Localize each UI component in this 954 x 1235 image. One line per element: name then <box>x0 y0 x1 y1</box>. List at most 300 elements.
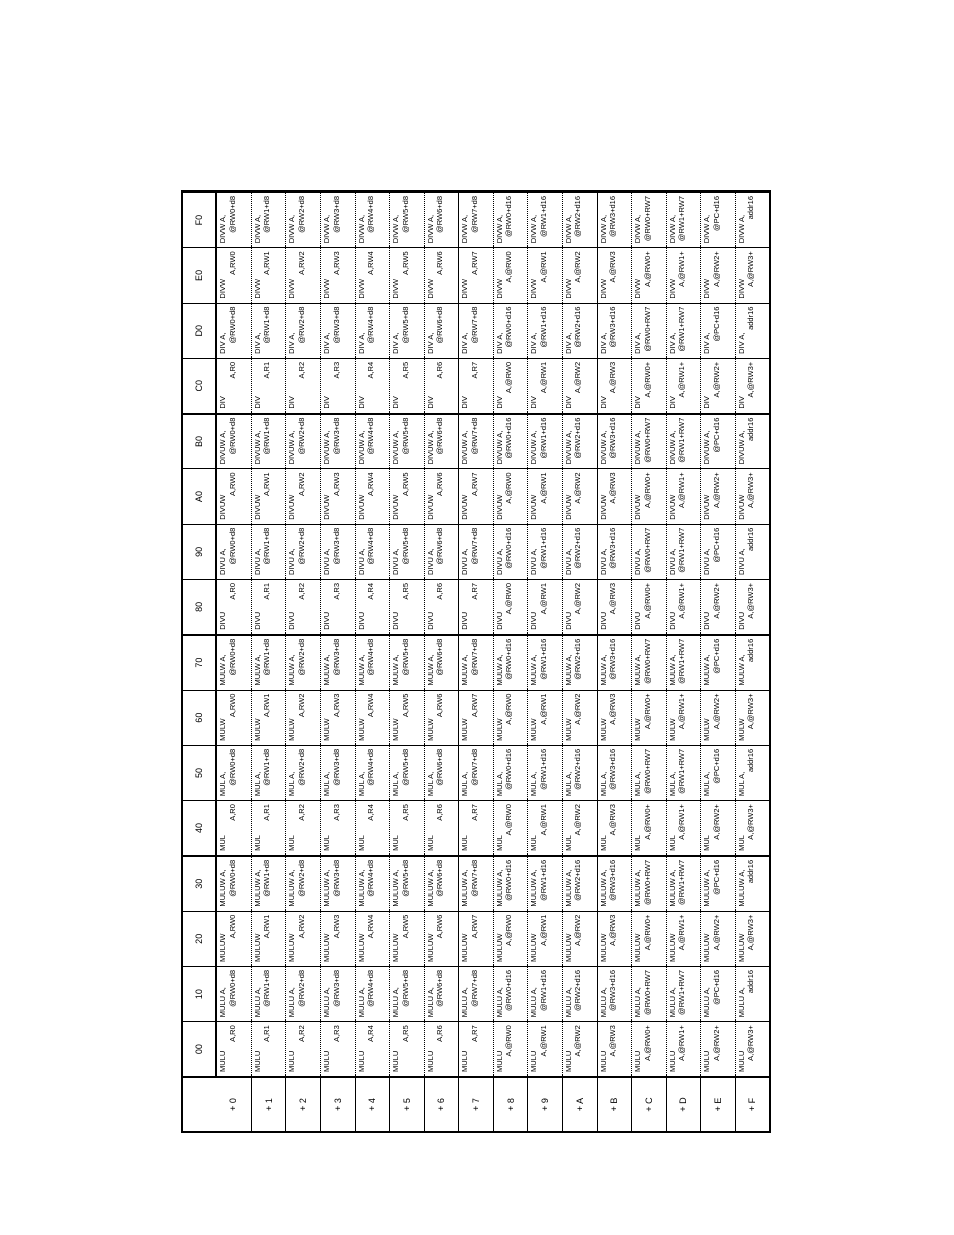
mnemonic: MUL <box>218 835 227 851</box>
column-header: 30 <box>183 856 216 911</box>
mnemonic: DIVW <box>322 278 331 299</box>
opcode-cell <box>424 911 459 966</box>
opcode-cell <box>216 635 251 690</box>
mnemonic: DIV A, <box>494 332 504 354</box>
operand: A,R6 <box>435 361 445 379</box>
mnemonic: DIV <box>287 396 297 409</box>
mnemonic: DIV <box>425 396 435 409</box>
mnemonic: DIVU A, <box>425 548 435 575</box>
opcode-cell <box>216 248 251 303</box>
mnemonic: DIV <box>667 396 677 409</box>
mnemonic: MULU A, <box>218 987 227 1018</box>
operand: A,@RW3+ <box>746 804 756 840</box>
operand: @RW0+RW7 <box>642 859 652 905</box>
opcode-cell <box>632 801 667 856</box>
operand: @PC+d16 <box>711 196 721 231</box>
opcode-cell <box>597 303 632 358</box>
mnemonic: DIVW A, <box>529 214 539 244</box>
mnemonic: MULUW <box>494 933 504 962</box>
operand: A,R6 <box>435 582 445 600</box>
mnemonic: DIVW <box>252 278 262 299</box>
opcode-cell <box>216 856 251 911</box>
opcode-cell <box>459 745 494 800</box>
mnemonic: DIVUW A, <box>252 430 262 465</box>
mnemonic: DIVW <box>425 278 435 299</box>
mnemonic: DIV <box>494 396 504 409</box>
opcode-cell <box>493 745 528 800</box>
opcode-cell <box>251 801 286 856</box>
opcode-cell <box>286 745 321 800</box>
operand: A,RW1 <box>262 472 272 497</box>
operand: @RW4+d8 <box>366 969 376 1007</box>
operand: A,@RW2 <box>573 582 583 615</box>
operand: @RW7+d8 <box>469 196 479 233</box>
opcode-cell <box>355 966 390 1021</box>
opcode-cell <box>666 193 701 248</box>
mnemonic: MUL A, <box>667 771 677 797</box>
opcode-cell <box>597 358 632 413</box>
opcode-cell <box>286 193 321 248</box>
opcode-cell <box>390 911 425 966</box>
operand: A,@RW1 <box>538 693 548 725</box>
operand: A,RW1 <box>262 693 272 718</box>
opcode-cell <box>251 856 286 911</box>
mnemonic: DIV A, <box>702 332 712 354</box>
opcode-cell <box>216 358 251 413</box>
operand: @RW5+d8 <box>400 417 410 455</box>
mnemonic: DIVW A, <box>356 214 366 244</box>
mnemonic: MULW <box>460 718 470 741</box>
mnemonic: MULU A, <box>391 987 401 1018</box>
operand: @RW3+d16 <box>608 306 617 348</box>
opcode-cell <box>562 856 597 911</box>
mnemonic: MULU <box>322 1050 331 1072</box>
operand: A,@RW0 <box>504 472 514 504</box>
opcode-cell <box>390 524 425 579</box>
opcode-cell <box>735 193 769 248</box>
mnemonic: DIVUW <box>736 494 746 520</box>
opcode-cell <box>286 579 321 634</box>
operand: A,RW0 <box>227 251 237 275</box>
mnemonic: DIVW <box>356 278 366 299</box>
opcode-cell <box>562 303 597 358</box>
opcode-cell <box>597 248 632 303</box>
opcode-cell <box>424 358 459 413</box>
opcode-cell <box>390 414 425 469</box>
opcode-cell <box>632 856 667 911</box>
operand: @RW1+d16 <box>538 527 548 569</box>
mnemonic: DIVU A, <box>494 548 504 575</box>
opcode-cell <box>424 801 459 856</box>
mnemonic: DIV A, <box>425 332 435 354</box>
opcode-cell <box>321 248 356 303</box>
opcode-cell <box>355 690 390 745</box>
operand: A,@RW2 <box>573 361 583 394</box>
opcode-cell <box>701 524 736 579</box>
operand: addr16 <box>746 638 756 663</box>
operand: @RW1+d8 <box>262 969 272 1007</box>
opcode-cell <box>424 469 459 524</box>
opcode-cell <box>424 856 459 911</box>
opcode-cell <box>390 856 425 911</box>
mnemonic: DIV A, <box>529 332 539 354</box>
opcode-cell <box>597 414 632 469</box>
operand: A,@RW1+ <box>677 1025 687 1061</box>
operand: addr16 <box>746 969 756 994</box>
opcode-cell <box>666 1022 701 1077</box>
operand: A,RW3 <box>331 251 341 275</box>
column-header: 80 <box>183 579 216 634</box>
mnemonic: DIVU <box>218 611 227 630</box>
opcode-cell <box>493 690 528 745</box>
operand: A,@RW3+ <box>746 693 756 730</box>
mnemonic: MULU <box>494 1050 504 1072</box>
mnemonic: MULW <box>322 718 331 741</box>
opcode-cell <box>216 745 251 800</box>
mnemonic: MULW <box>563 718 573 741</box>
mnemonic: MUL A, <box>287 771 297 797</box>
opcode-cell <box>286 248 321 303</box>
mnemonic: MULU <box>563 1050 573 1072</box>
operand: A,@RW3+ <box>746 582 756 619</box>
operand: @RW0+d16 <box>504 748 514 790</box>
mnemonic: MUL A, <box>736 771 746 797</box>
mnemonic: MUL <box>494 835 504 851</box>
operand: @RW3+d16 <box>608 859 617 901</box>
opcode-cell <box>355 579 390 634</box>
mnemonic: MULU <box>667 1050 677 1072</box>
mnemonic: MULW <box>529 718 539 741</box>
opcode-cell <box>735 1022 769 1077</box>
operand: A,@RW2 <box>573 251 583 283</box>
column-header: 50 <box>183 745 216 800</box>
opcode-row <box>459 193 494 1132</box>
mnemonic: MULU <box>218 1050 227 1072</box>
operand: @RW5+d8 <box>400 638 410 676</box>
operand: A,@RW2+ <box>711 582 721 619</box>
opcode-cell <box>251 745 286 800</box>
opcode-cell <box>562 966 597 1021</box>
mnemonic: MULW <box>494 718 504 741</box>
mnemonic: MUL A, <box>563 771 573 797</box>
mnemonic: DIVUW A, <box>563 430 573 465</box>
mnemonic: MUL <box>425 835 435 851</box>
opcode-cell <box>562 248 597 303</box>
mnemonic: MUL A, <box>252 771 262 797</box>
mnemonic: MULU A, <box>598 987 608 1018</box>
mnemonic: MULUW A, <box>563 869 573 907</box>
opcode-cell <box>321 358 356 413</box>
operand: A,@RW1 <box>538 251 548 283</box>
opcode-cell <box>251 690 286 745</box>
operand: @RW2+d8 <box>296 306 306 344</box>
mnemonic: MULW A, <box>252 654 262 686</box>
opcode-cell <box>355 801 390 856</box>
mnemonic: MULUW A, <box>736 869 746 907</box>
mnemonic: MUL <box>736 835 746 851</box>
operand: A,@RW3 <box>608 693 617 725</box>
row-header: + 0 <box>216 1077 251 1131</box>
mnemonic: DIVU A, <box>736 548 746 575</box>
opcode-cell <box>528 414 563 469</box>
opcode-cell <box>251 966 286 1021</box>
mnemonic: DIVW A, <box>218 214 227 244</box>
operand: A,R5 <box>400 1025 410 1042</box>
opcode-cell <box>493 801 528 856</box>
mnemonic: DIVU A, <box>391 548 401 575</box>
operand: @RW2+d8 <box>296 196 306 233</box>
mnemonic: DIVU <box>494 611 504 630</box>
mnemonic: DIVW <box>287 278 297 299</box>
mnemonic: DIVU <box>252 611 262 630</box>
mnemonic: MUL A, <box>598 771 608 797</box>
opcode-cell <box>493 635 528 690</box>
mnemonic: MULUW A, <box>529 869 539 907</box>
opcode-row <box>390 193 425 1132</box>
column-header: 20 <box>183 911 216 966</box>
corner-cell <box>183 1077 216 1131</box>
mnemonic: MULU A, <box>529 987 539 1018</box>
operand: A,@RW1 <box>538 804 548 836</box>
operand: @PC+d16 <box>711 638 721 674</box>
operand: A,RW7 <box>469 251 479 275</box>
mnemonic: DIVW <box>218 278 227 299</box>
mnemonic: DIVW A, <box>633 214 643 244</box>
mnemonic: MULUW A, <box>460 869 470 907</box>
operand: A,RW4 <box>366 472 376 497</box>
operand: A,@RW3 <box>608 251 617 283</box>
operand: A,RW6 <box>435 914 445 939</box>
opcode-cell <box>528 248 563 303</box>
mnemonic: MULUW <box>563 933 573 962</box>
mnemonic: MUL A, <box>425 771 435 797</box>
opcode-cell <box>321 745 356 800</box>
opcode-cell <box>251 635 286 690</box>
operand: A,RW2 <box>296 914 306 939</box>
operand: A,R0 <box>227 804 237 821</box>
row-header: + 7 <box>459 1077 494 1131</box>
opcode-cell <box>597 635 632 690</box>
mnemonic: DIVW <box>702 278 712 299</box>
mnemonic: DIVW <box>460 278 470 299</box>
mnemonic: MUL <box>633 835 643 851</box>
operand: A,R5 <box>400 804 410 821</box>
operand: @RW3+d8 <box>331 417 341 455</box>
mnemonic: DIVU <box>287 611 297 630</box>
operand: @RW0+d16 <box>504 306 514 348</box>
mnemonic: DIVU <box>425 611 435 630</box>
operand: A,RW1 <box>262 914 272 939</box>
opcode-cell <box>666 856 701 911</box>
mnemonic: MULUW <box>391 933 401 962</box>
opcode-cell <box>390 1022 425 1077</box>
operand: @RW0+RW7 <box>642 527 652 573</box>
mnemonic: DIV <box>391 396 401 409</box>
mnemonic: DIVU <box>529 611 539 630</box>
mnemonic: DIVW A, <box>425 214 435 244</box>
opcode-row <box>632 193 667 1132</box>
operand: @RW2+d8 <box>296 859 306 897</box>
opcode-cell <box>562 745 597 800</box>
column-header: F0 <box>183 193 216 248</box>
operand: @RW4+d8 <box>366 527 376 565</box>
column-header: C0 <box>183 358 216 413</box>
opcode-cell <box>493 193 528 248</box>
operand: @RW3+d16 <box>608 527 617 569</box>
opcode-cell <box>632 635 667 690</box>
operand: A,@RW3+ <box>746 251 756 287</box>
operand: A,R3 <box>331 804 341 821</box>
opcode-cell <box>390 248 425 303</box>
opcode-body <box>216 193 769 1132</box>
operand: @RW0+d8 <box>227 306 237 344</box>
opcode-cell <box>321 856 356 911</box>
row-header: + 3 <box>321 1077 356 1131</box>
operand: @RW6+d8 <box>435 196 445 233</box>
mnemonic: MULU A, <box>460 987 470 1018</box>
opcode-cell <box>424 193 459 248</box>
opcode-cell <box>597 579 632 634</box>
mnemonic: DIVW A, <box>598 214 608 244</box>
operand: @RW0+d16 <box>504 638 514 680</box>
mnemonic: MUL A, <box>356 771 366 797</box>
opcode-cell <box>355 358 390 413</box>
opcode-cell <box>286 856 321 911</box>
mnemonic: MUL <box>252 835 262 851</box>
operand: A,R6 <box>435 1025 445 1042</box>
opcode-cell <box>286 635 321 690</box>
operand: @RW3+d16 <box>608 196 617 238</box>
operand: @RW1+d8 <box>262 859 272 897</box>
operand: A,@RW0+ <box>642 251 652 287</box>
opcode-cell <box>390 690 425 745</box>
opcode-cell <box>493 358 528 413</box>
operand: @RW1+RW7 <box>677 417 687 463</box>
opcode-cell <box>493 524 528 579</box>
opcode-cell <box>321 579 356 634</box>
operand: A,@RW0 <box>504 251 514 283</box>
opcode-cell <box>493 1022 528 1077</box>
opcode-cell <box>286 690 321 745</box>
operand: A,@RW3 <box>608 361 617 394</box>
operand: @RW2+d16 <box>573 196 583 238</box>
operand: @RW3+d16 <box>608 417 617 459</box>
opcode-row <box>493 193 528 1132</box>
opcode-cell <box>528 745 563 800</box>
operand: @RW6+d8 <box>435 859 445 897</box>
operand: A,@RW0 <box>504 1025 514 1057</box>
mnemonic: DIV A, <box>633 332 643 354</box>
operand: @RW3+d8 <box>331 196 341 233</box>
operand: A,@RW1+ <box>677 693 687 730</box>
operand: @RW0+d8 <box>227 417 237 455</box>
operand: @RW2+d8 <box>296 417 306 455</box>
mnemonic: MULW A, <box>391 654 401 686</box>
mnemonic: MULW <box>736 718 746 741</box>
opcode-cell <box>390 303 425 358</box>
opcode-cell <box>562 911 597 966</box>
operand: A,R2 <box>296 804 306 821</box>
operand: @RW7+d8 <box>469 527 479 565</box>
opcode-cell <box>735 248 769 303</box>
opcode-cell <box>735 579 769 634</box>
operand: @RW1+d16 <box>538 306 548 348</box>
operand: A,RW3 <box>331 693 341 718</box>
opcode-cell <box>355 911 390 966</box>
operand: @RW7+d8 <box>469 417 479 455</box>
mnemonic: MULW A, <box>425 654 435 686</box>
operand: @RW0+d16 <box>504 417 514 459</box>
mnemonic: DIVUW <box>460 494 470 520</box>
opcode-cell <box>286 358 321 413</box>
mnemonic: MULUW A, <box>322 869 331 907</box>
mnemonic: DIVUW A, <box>633 430 643 465</box>
mnemonic: DIVW A, <box>391 214 401 244</box>
row-header: + A <box>562 1077 597 1131</box>
mnemonic: DIV A, <box>356 332 366 354</box>
opcode-row <box>666 193 701 1132</box>
operand: A,RW6 <box>435 693 445 718</box>
operand: A,@RW1 <box>538 582 548 615</box>
opcode-cell <box>216 801 251 856</box>
mnemonic: MULUW A, <box>633 869 643 907</box>
mnemonic: DIVUW A, <box>425 430 435 465</box>
opcode-cell <box>459 414 494 469</box>
operand: A,RW6 <box>435 472 445 497</box>
operand: @RW2+d16 <box>573 969 583 1011</box>
opcode-grid <box>183 192 769 1131</box>
column-header: 40 <box>183 801 216 856</box>
operand: A,R4 <box>366 804 376 821</box>
operand: @RW6+d8 <box>435 527 445 565</box>
operand: @RW3+d8 <box>331 969 341 1007</box>
mnemonic: DIVUW <box>322 494 331 520</box>
opcode-cell <box>701 358 736 413</box>
mnemonic: DIV A, <box>391 332 401 354</box>
mnemonic: DIVW A, <box>667 214 677 244</box>
mnemonic: MULW <box>425 718 435 741</box>
operand: A,R5 <box>400 582 410 600</box>
mnemonic: MULU A, <box>633 987 643 1018</box>
opcode-cell <box>597 856 632 911</box>
operand: @PC+d16 <box>711 306 721 342</box>
operand: @RW0+d8 <box>227 527 237 565</box>
operand: A,R0 <box>227 361 237 379</box>
opcode-cell <box>632 248 667 303</box>
operand: A,RW3 <box>331 914 341 939</box>
opcode-cell <box>701 414 736 469</box>
opcode-cell <box>321 801 356 856</box>
mnemonic: DIV A, <box>736 332 746 354</box>
operand: A,RW0 <box>227 472 237 497</box>
opcode-cell <box>701 745 736 800</box>
opcode-cell <box>562 524 597 579</box>
operand: @RW1+RW7 <box>677 859 687 905</box>
operand: @RW3+d8 <box>331 638 341 676</box>
mnemonic: DIVUW <box>391 494 401 520</box>
opcode-cell <box>321 469 356 524</box>
opcode-cell <box>424 745 459 800</box>
mnemonic: DIVW A, <box>736 214 746 244</box>
opcode-cell <box>528 469 563 524</box>
opcode-cell <box>251 248 286 303</box>
opcode-cell <box>390 635 425 690</box>
mnemonic: DIVUW A, <box>460 430 470 465</box>
mnemonic: MULUW <box>252 933 262 962</box>
mnemonic: MULW A, <box>529 654 539 686</box>
opcode-cell <box>355 414 390 469</box>
opcode-cell <box>493 469 528 524</box>
